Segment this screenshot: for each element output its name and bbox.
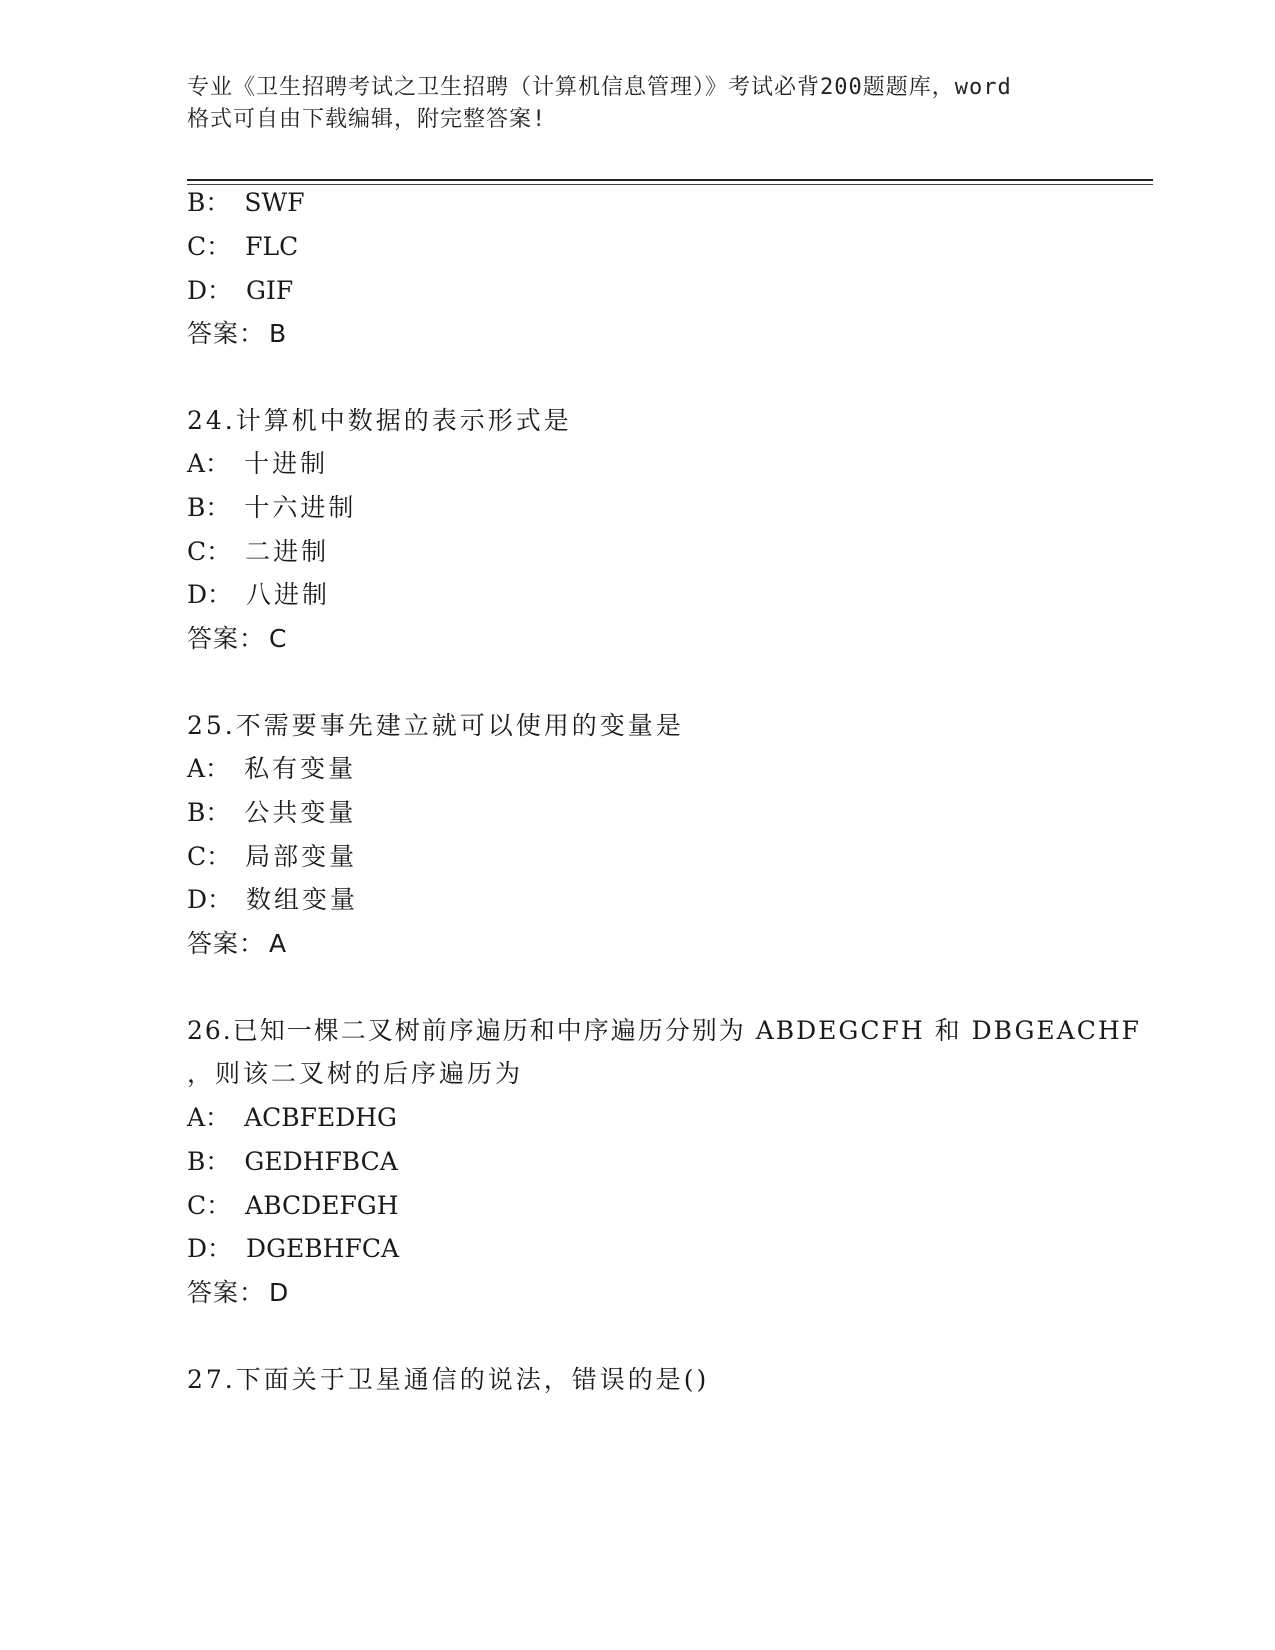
header-divider-thin	[187, 184, 1153, 185]
option-text: 八进制	[246, 580, 331, 609]
header-line-1: 专业《卫生招聘考试之卫生招聘（计算机信息管理）》考试必背200题题库，word	[187, 75, 1012, 100]
option-label: A：	[187, 754, 231, 783]
q25-option-c	[187, 842, 357, 872]
q26-option-d	[187, 1234, 399, 1264]
option-c	[187, 232, 298, 262]
q26-answer-line	[187, 1278, 289, 1308]
answer-value: A	[269, 929, 288, 958]
option-label: D：	[187, 1234, 233, 1263]
header-divider-thick	[187, 179, 1153, 181]
question-24-stem: 24.计算机中数据的表示形式是	[187, 406, 572, 435]
question-25-stem: 25.不需要事先建立就可以使用的变量是	[187, 711, 684, 740]
q24-option-a	[187, 449, 328, 479]
q24-option-d	[187, 580, 330, 610]
q24-option-c	[187, 537, 329, 567]
option-label: C：	[187, 232, 232, 261]
document-header	[187, 72, 1087, 136]
option-text: 十六进制	[244, 493, 357, 522]
option-label: D：	[187, 885, 233, 914]
option-label: C：	[187, 842, 232, 871]
option-text: 私有变量	[244, 754, 357, 783]
option-text: GEDHFBCA	[244, 1147, 398, 1176]
option-label: C：	[187, 1191, 232, 1220]
option-text: 二进制	[245, 537, 330, 566]
answer-label: 答案：	[187, 319, 266, 348]
option-text: ACBFEDHG	[244, 1103, 398, 1132]
option-label: B：	[187, 493, 231, 522]
answer-label: 答案：	[187, 929, 266, 958]
answer-value: C	[269, 624, 288, 653]
q25-option-d	[187, 885, 358, 915]
q26-option-a	[187, 1103, 397, 1133]
option-label: A：	[187, 449, 231, 478]
option-text: 十进制	[244, 449, 329, 478]
option-label: B：	[187, 1147, 231, 1176]
q24-option-b	[187, 493, 356, 523]
option-label: A：	[187, 1103, 231, 1132]
answer-label: 答案：	[187, 624, 266, 653]
option-text: ABCDEFGH	[245, 1191, 399, 1220]
question-27-stem: 27.下面关于卫星通信的说法，错误的是()	[187, 1365, 710, 1394]
option-text: 公共变量	[244, 798, 357, 827]
option-label: B：	[187, 188, 231, 217]
option-text: 数组变量	[246, 885, 359, 914]
q26-option-b	[187, 1147, 398, 1177]
q25-option-b	[187, 798, 356, 828]
q25-option-a	[187, 754, 356, 784]
answer-label: 答案：	[187, 1278, 266, 1307]
option-label: B：	[187, 798, 231, 827]
option-label: C：	[187, 537, 232, 566]
answer-line	[187, 319, 287, 349]
option-label: D：	[187, 580, 233, 609]
option-b	[187, 188, 305, 218]
option-d	[187, 276, 293, 306]
option-text: SWF	[244, 188, 305, 217]
option-text: GIF	[246, 276, 294, 305]
q26-option-c	[187, 1191, 399, 1221]
q25-answer-line	[187, 929, 287, 959]
q24-answer-line	[187, 624, 287, 654]
answer-value: B	[269, 319, 288, 348]
option-text: 局部变量	[245, 842, 358, 871]
option-text: DGEBHFCA	[246, 1234, 400, 1263]
header-line-2: 格式可自由下载编辑，附完整答案!	[187, 107, 547, 132]
answer-value: D	[269, 1278, 290, 1307]
question-26-stem-line-1: 26.已知一棵二叉树前序遍历和中序遍历分别为 ABDEGCFH 和 DBGEACHF	[187, 1016, 1141, 1045]
question-26-stem-line-2: ，则该二叉树的后序遍历为	[187, 1059, 524, 1088]
option-text: FLC	[245, 232, 299, 261]
option-label: D：	[187, 276, 233, 305]
